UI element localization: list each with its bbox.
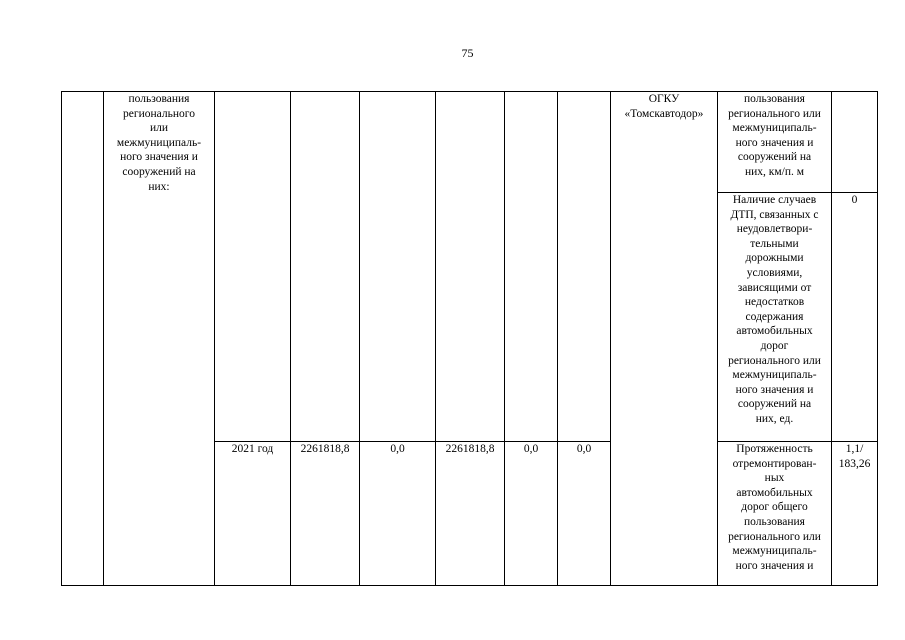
table-row: [62, 92, 878, 193]
value-cell: [832, 442, 878, 586]
total-cell: [291, 442, 360, 586]
total-text: 2261818,8: [300, 443, 350, 455]
value-text: 1,1/ 183,26: [838, 443, 871, 470]
number-cell: [62, 92, 104, 586]
task-name-cell: [104, 92, 215, 586]
indicator-text: Протяженность отремонтирован- ных автомобильных дорог общего пользования регионального или межмуниципаль- ного значения и: [728, 443, 821, 572]
indicator-text: пользования регионального или межмуниципаль- ного значения и сооружений на них, км/п. м: [728, 93, 821, 178]
total-cell: [291, 92, 360, 442]
period-cell: [215, 92, 291, 442]
local-text: 0,0: [523, 443, 539, 455]
other-cell: [558, 92, 611, 442]
regional-cell: [436, 442, 505, 586]
executor-cell: [611, 92, 718, 586]
regional-cell: [436, 92, 505, 442]
federal-cell: [360, 442, 436, 586]
regional-text: 2261818,8: [445, 443, 495, 455]
period-cell: [215, 442, 291, 586]
other-cell: [558, 442, 611, 586]
indicator-cell: [718, 442, 832, 586]
value-cell: [832, 193, 878, 442]
local-cell: [505, 442, 558, 586]
federal-cell: [360, 92, 436, 442]
year-text: 2021 год: [231, 443, 274, 455]
value-cell: [832, 92, 878, 193]
indicator-text: Наличие случаев ДТП, связанных с неудовлетвори- тельными дорожными условиями, зависящими от недостатков содержания автомобильных дорог регионального или межмуниципаль- ного значения и сооружений на них, ед.: [728, 194, 821, 425]
program-table: [61, 91, 878, 586]
value-text: 0: [851, 194, 858, 206]
local-cell: [505, 92, 558, 442]
indicator-cell: [718, 92, 832, 193]
task-name-text: пользования регионального или межмуниципаль- ного значения и сооружений на них:: [116, 93, 202, 193]
indicator-cell: [718, 193, 832, 442]
federal-text: 0,0: [390, 443, 405, 455]
executor-text: ОГКУ «Томскавтодор»: [624, 93, 704, 120]
other-text: 0,0: [576, 443, 592, 455]
page-number: 75: [461, 46, 474, 60]
